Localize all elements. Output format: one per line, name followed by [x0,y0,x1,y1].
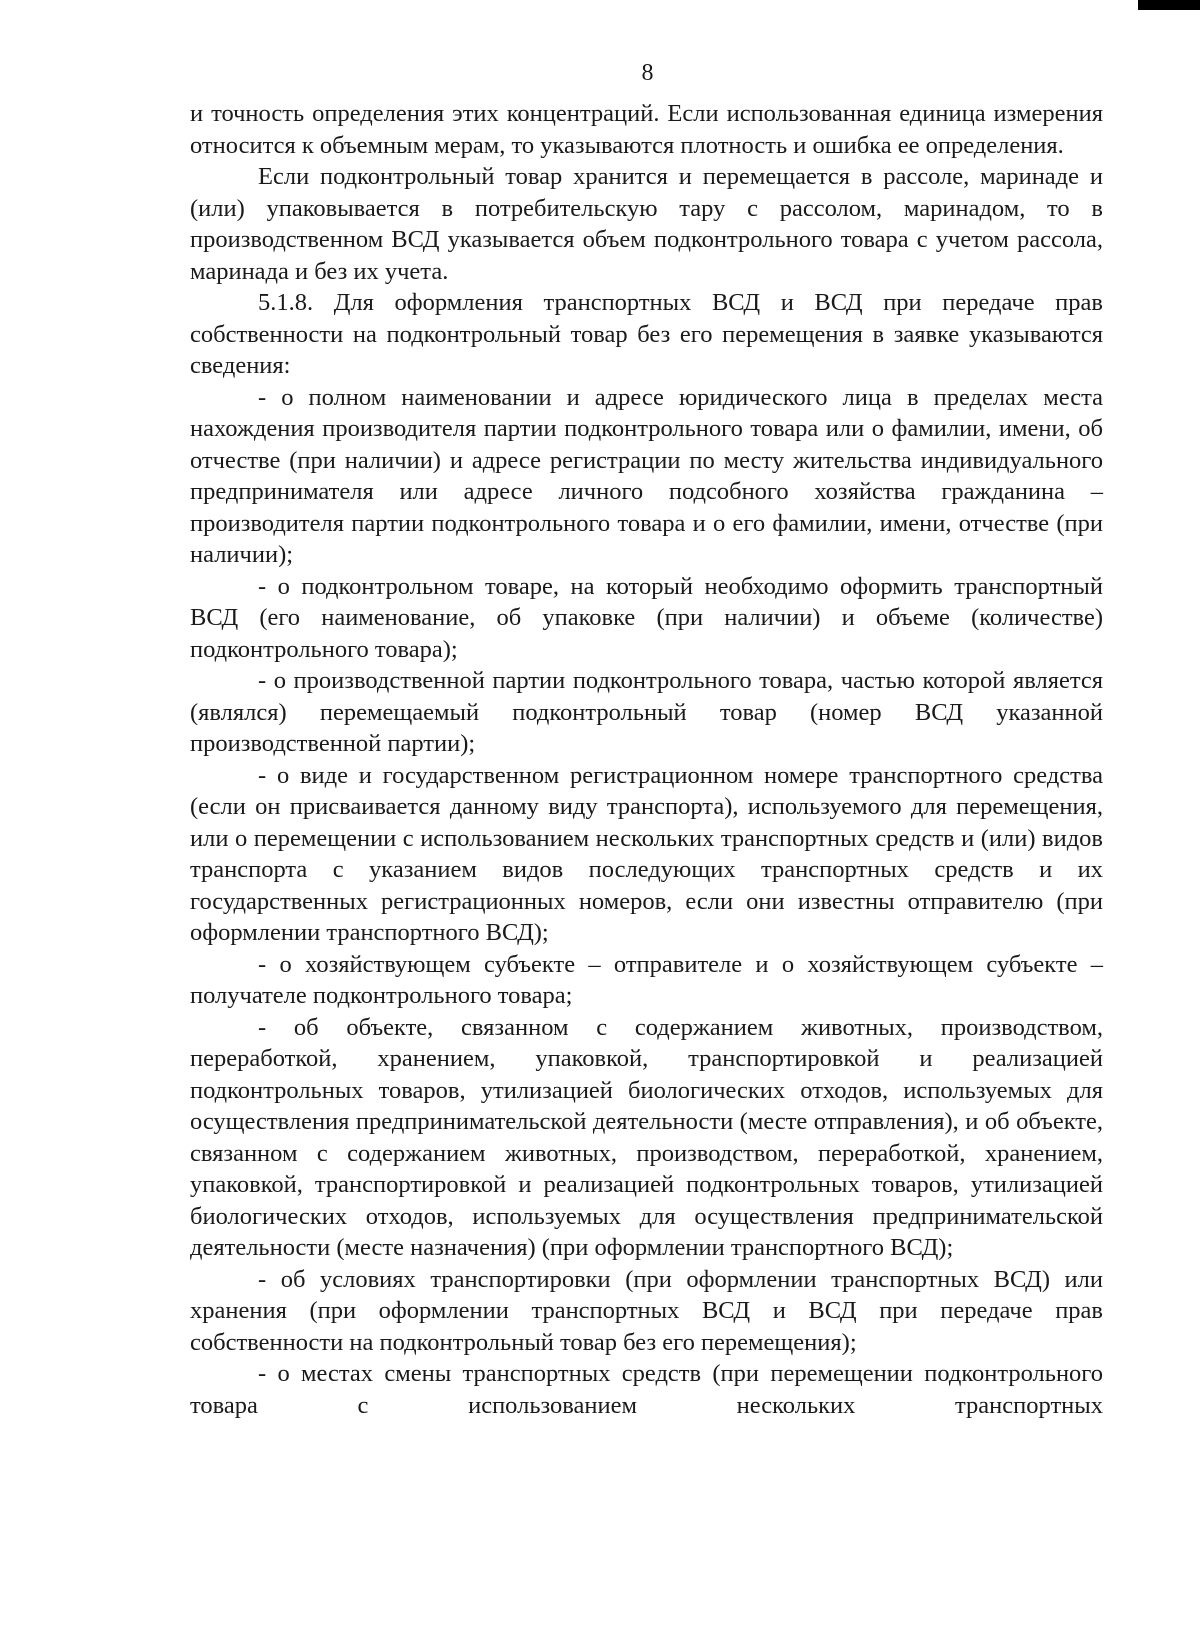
list-item: - о производственной партии подконтрольного товара, частью которой является (являлся) перемещаемый подконтрольный товар (номер ВСД указанной производственной партии); [190,667,1103,757]
scan-corner-mark [1138,0,1200,10]
list-item: - о виде и государственном регистрационном номере транспортного средства (если он присваивается данному виду транспорта), используемого для перемещения, или о перемещении с использованием нескольких транспортных средств и (или) видов транспорта с указанием видов последующих транспортных средств и их государственных регистрационных номеров, если они известны отправителю (при оформлении транспортного ВСД); [190,761,1103,946]
paragraph: Если подконтрольный товар хранится и перемещается в рассоле, маринаде и (или) упаковывается в потребительскую тару с рассолом, маринадом, то в производственном ВСД указывается объем подконтрольного товара с учетом рассола, маринада и без их учета. [190,163,1103,285]
paragraph: и точность определения этих концентраций. Если использованная единица измерения относится к объемным мерам, то указываются плотность и ошибка ее определения. [190,100,1103,159]
list-item: - о подконтрольном товаре, на который необходимо оформить транспортный ВСД (его наименование, об упаковке (при наличии) и объеме (количестве) подконтрольного товара); [190,572,1103,663]
list-item: - о полном наименовании и адресе юридического лица в пределах места нахождения производителя партии подконтрольного товара или о фамилии, имени, об отчестве (при наличии) и адресе регистрации по месту жительства индивидуального предпринимателя или адресе личного подсобного хозяйства гражданина – производителя партии подконтрольного товара и о его фамилии, имени, отчестве (при наличии); [190,383,1103,568]
list-item: - об условиях транспортировки (при оформлении транспортных ВСД) или хранения (при оформлении транспортных ВСД и ВСД при передаче прав собственности на подконтрольный товар без его перемещения); [190,1265,1103,1356]
paragraph: 5.1.8. Для оформления транспортных ВСД и ВСД при передаче прав собственности на подконтрольный товар без его перемещения в заявке указываются сведения: [190,289,1103,379]
list-item: - об объекте, связанном с содержанием животных, производством, переработкой, хранением, упаковкой, транспортировкой и реализацией подконтрольных товаров, утилизацией биологических отходов, используемых для осуществления предпринимательской деятельности (месте отправления), и об объекте, связанном с содержанием животных, производством, переработкой, хранением, упаковкой, транспортировкой и реализацией подконтрольных товаров, утилизацией биологических отходов, используемых для осуществления предпринимательской деятельности (месте назначения) (при оформлении транспортного ВСД); [190,1013,1103,1261]
list-item: - о местах смены транспортных средств (при перемещении подконтрольного товара с использованием нескольких транспортных [190,1360,1103,1419]
list-item: - о хозяйствующем субъекте – отправителе и о хозяйствующем субъекте – получателе подконтрольного товара; [190,950,1103,1009]
page-number: 8 [641,60,654,86]
document-body [190,98,1103,1421]
